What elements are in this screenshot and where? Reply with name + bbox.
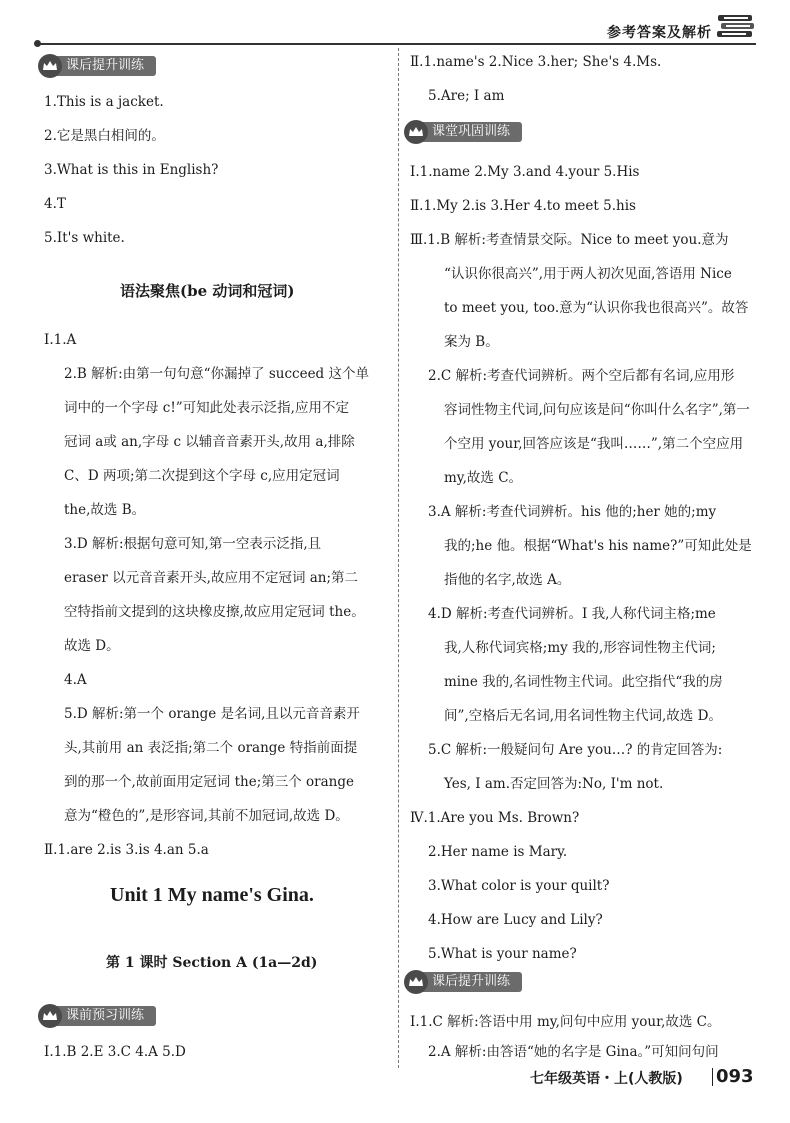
answer-line: 5.What is your name? xyxy=(428,946,577,962)
crown-icon xyxy=(38,1004,62,1028)
unit-title: Unit 1 My name's Gina. xyxy=(110,884,314,906)
header-title: 参考答案及解析 xyxy=(607,25,712,41)
answer-line: Ⅱ.1.are 2.is 3.is 4.an 5.a xyxy=(44,842,209,858)
section-tag-in-class xyxy=(404,120,522,144)
answer-line: 容词性物主代词,问句应该是问“你叫什么名字”,第一 xyxy=(444,402,750,418)
section-tag-label: 课前预习训练 xyxy=(50,1006,156,1026)
answer-line: the,故选 B。 xyxy=(64,502,146,518)
column-divider xyxy=(398,48,399,1068)
answer-line: Ⅰ.1.name 2.My 3.and 4.your 5.His xyxy=(410,164,640,180)
answer-line: 我,人称代词宾格;my 我的,形容词性物主代词; xyxy=(444,640,716,656)
answer-line: my,故选 C。 xyxy=(444,470,523,486)
answer-line: 2.它是黑白相间的。 xyxy=(44,128,165,144)
answer-line: 词中的一个字母 c!”可知此处表示泛指,应用不定 xyxy=(64,400,349,416)
book-stack-icon xyxy=(716,12,756,44)
answer-line: 头,其前用 an 表泛指;第二个 orange 特指前面提 xyxy=(64,740,358,756)
answer-line: 我的;he 他。根据“What's his name?”可知此处是 xyxy=(444,538,752,554)
answer-line: Ⅰ.1.C 解析:答语中用 my,问句中应用 your,故选 C。 xyxy=(410,1014,721,1030)
answer-line: 4.How are Lucy and Lily? xyxy=(428,912,603,928)
answer-line: 空特指前文提到的这块橡皮擦,故应用定冠词 the。 xyxy=(64,604,365,620)
section-tag-label: 课后提升训练 xyxy=(416,972,522,992)
answer-line: 3.A 解析:考查代词辨析。his 他的;her 她的;my xyxy=(428,504,717,520)
crown-icon xyxy=(404,970,428,994)
answer-line: 意为“橙色的”,是形容词,其前不加冠词,故选 D。 xyxy=(64,808,349,824)
grammar-section-title: 语法聚焦(be 动词和冠词) xyxy=(120,282,295,300)
answer-line: 2.B 解析:由第一句句意“你漏掉了 succeed 这个单 xyxy=(64,366,369,382)
answer-line: eraser 以元音音素开头,故应用不定冠词 an;第二 xyxy=(64,570,359,586)
answer-line: Ⅲ.1.B 解析:考查情景交际。Nice to meet you.意为 xyxy=(410,232,729,248)
answer-line: Ⅰ.1.A xyxy=(44,332,77,348)
answer-line: 5.Are; I am xyxy=(428,88,505,104)
section-tag-preview xyxy=(38,1004,156,1028)
crown-icon xyxy=(404,120,428,144)
section-tag-after-class-2 xyxy=(404,970,522,994)
answer-line: 3.D 解析:根据句意可知,第一空表示泛指,且 xyxy=(64,536,322,552)
answer-line: 2.A 解析:由答语“她的名字是 Gina。”可知问句问 xyxy=(428,1044,719,1060)
answer-line: 指他的名字,故选 A。 xyxy=(444,572,571,588)
answer-line: Ⅱ.1.My 2.is 3.Her 4.to meet 5.his xyxy=(410,198,636,214)
page-number: 093 xyxy=(716,1066,754,1087)
answer-line: 2.Her name is Mary. xyxy=(428,844,568,860)
answer-line: 5.It's white. xyxy=(44,230,125,246)
answer-line: mine 我的,名词性物主代词。此空指代“我的房 xyxy=(444,674,723,690)
answer-line: Ⅳ.1.Are you Ms. Brown? xyxy=(410,810,580,826)
answer-line: to meet you, too.意为“认识你我也很高兴”。故答 xyxy=(444,300,749,316)
answer-line: 2.C 解析:考查代词辨析。两个空后都有名词,应用形 xyxy=(428,368,735,384)
answer-line: 1.This is a jacket. xyxy=(44,94,164,110)
section-tag-after-class xyxy=(38,54,156,78)
footer-book-title: 七年级英语・上(人教版) xyxy=(530,1071,683,1087)
answer-line: 个空用 your,回答应该是“我叫……”,第二个空应用 xyxy=(444,436,744,452)
footer-divider xyxy=(712,1068,713,1086)
section-tag-label: 课堂巩固训练 xyxy=(416,122,522,142)
answer-line: 5.D 解析:第一个 orange 是名词,且以元音音素开 xyxy=(64,706,360,722)
answer-line: 到的那一个,故前面用定冠词 the;第三个 orange xyxy=(64,774,354,790)
answer-line: Yes, I am.否定回答为:No, I'm not. xyxy=(444,776,664,792)
answer-line: 故选 D。 xyxy=(64,638,120,654)
crown-icon xyxy=(38,54,62,78)
answer-line: 案为 B。 xyxy=(444,334,499,350)
answer-line: 4.A xyxy=(64,672,87,688)
answer-line: 3.What is this in English? xyxy=(44,162,219,178)
answer-line: 4.T xyxy=(44,196,66,212)
answer-line: C、D 两项;第二次提到这个字母 c,应用定冠词 xyxy=(64,468,340,484)
answer-line: Ⅰ.1.B 2.E 3.C 4.A 5.D xyxy=(44,1044,186,1060)
answer-line: 5.C 解析:一般疑问句 Are you…? 的肯定回答为: xyxy=(428,742,723,758)
section-tag-label: 课后提升训练 xyxy=(50,56,156,76)
page-header xyxy=(0,0,790,46)
answer-line: 间”,空格后无名词,用名词性物主代词,故选 D。 xyxy=(444,708,722,724)
answer-line: “认识你很高兴”,用于两人初次见面,答语用 Nice xyxy=(444,266,732,282)
answer-line: 4.D 解析:考查代词辨析。I 我,人称代词主格;me xyxy=(428,606,716,622)
answer-line: 3.What color is your quilt? xyxy=(428,878,610,894)
answer-line: 冠词 a或 an,字母 c 以辅音音素开头,故用 a,排除 xyxy=(64,434,355,450)
header-rule xyxy=(36,43,756,45)
lesson-title: 第 1 课时 Section A (1a—2d) xyxy=(106,955,318,971)
answer-line: Ⅱ.1.name's 2.Nice 3.her; She's 4.Ms. xyxy=(410,54,662,70)
